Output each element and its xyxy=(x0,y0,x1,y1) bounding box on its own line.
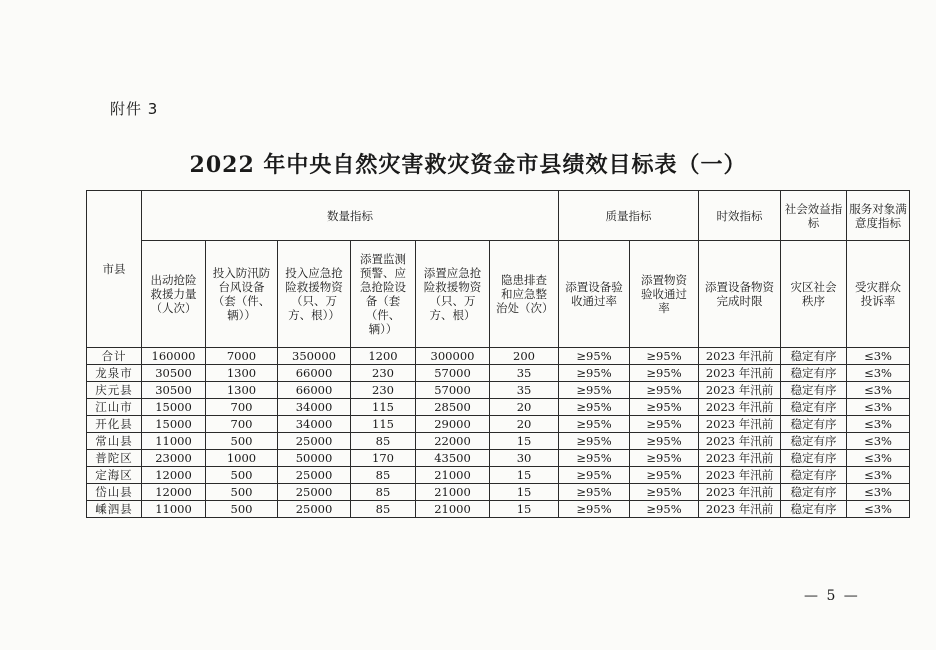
value-cell: 57000 xyxy=(416,382,490,399)
value-cell: 15 xyxy=(490,484,559,501)
value-cell: 稳定有序 xyxy=(781,382,847,399)
value-cell: 500 xyxy=(206,484,278,501)
column-header: 受灾群众投诉率 xyxy=(847,241,910,348)
county-cell: 定海区 xyxy=(87,467,142,484)
value-cell: 1000 xyxy=(206,450,278,467)
value-cell: 7000 xyxy=(206,348,278,365)
table-row xyxy=(87,433,910,450)
county-header: 市县 xyxy=(87,191,142,348)
value-cell: ≥95% xyxy=(630,450,699,467)
table-row xyxy=(87,501,910,518)
value-cell: 85 xyxy=(351,484,416,501)
table-row xyxy=(87,382,910,399)
value-cell: 25000 xyxy=(278,467,351,484)
value-cell: 15000 xyxy=(142,416,206,433)
table-row xyxy=(87,416,910,433)
column-header: 投入防汛防台风设备（套（件、辆）） xyxy=(206,241,278,348)
value-cell: ≥95% xyxy=(559,467,630,484)
value-cell: 34000 xyxy=(278,399,351,416)
value-cell: 500 xyxy=(206,467,278,484)
county-cell: 江山市 xyxy=(87,399,142,416)
value-cell: 1300 xyxy=(206,365,278,382)
value-cell: 21000 xyxy=(416,484,490,501)
value-cell: ≤3% xyxy=(847,433,910,450)
value-cell: ≤3% xyxy=(847,416,910,433)
column-header: 添置物资验收通过率 xyxy=(630,241,699,348)
value-cell: 29000 xyxy=(416,416,490,433)
group-header-quality: 质量指标 xyxy=(559,191,699,241)
column-header: 灾区社会秩序 xyxy=(781,241,847,348)
value-cell: 11000 xyxy=(142,501,206,518)
value-cell: 25000 xyxy=(278,433,351,450)
value-cell: 85 xyxy=(351,501,416,518)
column-header: 隐患排查和应急整治处（次） xyxy=(490,241,559,348)
value-cell: 200 xyxy=(490,348,559,365)
county-cell: 嵊泗县 xyxy=(87,501,142,518)
group-header-timeliness: 时效指标 xyxy=(699,191,781,241)
table-row xyxy=(87,484,910,501)
value-cell: ≤3% xyxy=(847,348,910,365)
value-cell: ≥95% xyxy=(630,433,699,450)
value-cell: 2023 年汛前 xyxy=(699,467,781,484)
value-cell: 稳定有序 xyxy=(781,484,847,501)
value-cell: 稳定有序 xyxy=(781,399,847,416)
column-header: 添置应急抢险救援物资（只、万方、根） xyxy=(416,241,490,348)
value-cell: 43500 xyxy=(416,450,490,467)
county-cell: 常山县 xyxy=(87,433,142,450)
county-cell: 合计 xyxy=(87,348,142,365)
value-cell: ≥95% xyxy=(559,348,630,365)
value-cell: ≤3% xyxy=(847,501,910,518)
value-cell: 115 xyxy=(351,416,416,433)
value-cell: 11000 xyxy=(142,433,206,450)
value-cell: 28500 xyxy=(416,399,490,416)
value-cell: 500 xyxy=(206,501,278,518)
value-cell: 25000 xyxy=(278,484,351,501)
value-cell: 2023 年汛前 xyxy=(699,365,781,382)
table-row xyxy=(87,365,910,382)
group-header-satisfaction: 服务对象满意度指标 xyxy=(847,191,910,241)
column-header: 添置设备验收通过率 xyxy=(559,241,630,348)
value-cell: 23000 xyxy=(142,450,206,467)
value-cell: 2023 年汛前 xyxy=(699,450,781,467)
column-header: 投入应急抢险救援物资（只、万方、根）） xyxy=(278,241,351,348)
value-cell: 30500 xyxy=(142,382,206,399)
value-cell: 22000 xyxy=(416,433,490,450)
value-cell: ≥95% xyxy=(559,382,630,399)
value-cell: ≥95% xyxy=(630,348,699,365)
column-header: 出动抢险救援力量（人次） xyxy=(142,241,206,348)
value-cell: 300000 xyxy=(416,348,490,365)
value-cell: 15 xyxy=(490,467,559,484)
table-row xyxy=(87,467,910,484)
value-cell: 350000 xyxy=(278,348,351,365)
value-cell: 15 xyxy=(490,501,559,518)
value-cell: 2023 年汛前 xyxy=(699,382,781,399)
page-number: — 5 — xyxy=(804,588,860,604)
value-cell: ≥95% xyxy=(559,450,630,467)
value-cell: 230 xyxy=(351,365,416,382)
value-cell: 34000 xyxy=(278,416,351,433)
value-cell: 12000 xyxy=(142,484,206,501)
value-cell: 2023 年汛前 xyxy=(699,399,781,416)
value-cell: ≥95% xyxy=(559,433,630,450)
table-row xyxy=(87,399,910,416)
value-cell: 稳定有序 xyxy=(781,450,847,467)
value-cell: 50000 xyxy=(278,450,351,467)
value-cell: 700 xyxy=(206,399,278,416)
county-cell: 普陀区 xyxy=(87,450,142,467)
value-cell: ≤3% xyxy=(847,467,910,484)
performance-target-table xyxy=(86,190,910,518)
attachment-label: 附件 3 xyxy=(110,100,159,118)
value-cell: 1300 xyxy=(206,382,278,399)
value-cell: ≤3% xyxy=(847,484,910,501)
value-cell: ≥95% xyxy=(630,501,699,518)
value-cell: 12000 xyxy=(142,467,206,484)
value-cell: 稳定有序 xyxy=(781,348,847,365)
value-cell: 30500 xyxy=(142,365,206,382)
value-cell: 700 xyxy=(206,416,278,433)
value-cell: 20 xyxy=(490,416,559,433)
value-cell: 2023 年汛前 xyxy=(699,348,781,365)
value-cell: 20 xyxy=(490,399,559,416)
value-cell: 35 xyxy=(490,365,559,382)
value-cell: ≥95% xyxy=(630,467,699,484)
county-cell: 开化县 xyxy=(87,416,142,433)
value-cell: 25000 xyxy=(278,501,351,518)
value-cell: 115 xyxy=(351,399,416,416)
value-cell: ≥95% xyxy=(630,484,699,501)
value-cell: ≤3% xyxy=(847,382,910,399)
value-cell: 稳定有序 xyxy=(781,365,847,382)
value-cell: 稳定有序 xyxy=(781,416,847,433)
value-cell: 85 xyxy=(351,467,416,484)
value-cell: 15 xyxy=(490,433,559,450)
column-header: 添置监测预警、应急抢险设备（套（件、辆）） xyxy=(351,241,416,348)
value-cell: ≥95% xyxy=(559,501,630,518)
column-header: 添置设备物资完成时限 xyxy=(699,241,781,348)
value-cell: 15000 xyxy=(142,399,206,416)
value-cell: ≥95% xyxy=(559,484,630,501)
value-cell: ≥95% xyxy=(630,399,699,416)
value-cell: 57000 xyxy=(416,365,490,382)
value-cell: ≤3% xyxy=(847,450,910,467)
value-cell: 170 xyxy=(351,450,416,467)
value-cell: 66000 xyxy=(278,382,351,399)
value-cell: ≥95% xyxy=(630,416,699,433)
county-cell: 岱山县 xyxy=(87,484,142,501)
value-cell: 230 xyxy=(351,382,416,399)
value-cell: 66000 xyxy=(278,365,351,382)
value-cell: 2023 年汛前 xyxy=(699,433,781,450)
table-row xyxy=(87,450,910,467)
value-cell: 稳定有序 xyxy=(781,433,847,450)
value-cell: 30 xyxy=(490,450,559,467)
value-cell: ≥95% xyxy=(630,382,699,399)
document-title: 2022 年中央自然灾害救灾资金市县绩效目标表（一） xyxy=(189,152,747,178)
value-cell: 500 xyxy=(206,433,278,450)
value-cell: ≤3% xyxy=(847,365,910,382)
group-header-quantity: 数量指标 xyxy=(142,191,559,241)
value-cell: ≥95% xyxy=(559,399,630,416)
group-header-social: 社会效益指标 xyxy=(781,191,847,241)
table-row xyxy=(87,348,910,365)
value-cell: 85 xyxy=(351,433,416,450)
value-cell: 21000 xyxy=(416,501,490,518)
county-cell: 龙泉市 xyxy=(87,365,142,382)
county-cell: 庆元县 xyxy=(87,382,142,399)
value-cell: ≤3% xyxy=(847,399,910,416)
value-cell: 稳定有序 xyxy=(781,501,847,518)
value-cell: 2023 年汛前 xyxy=(699,416,781,433)
value-cell: ≥95% xyxy=(559,416,630,433)
value-cell: ≥95% xyxy=(630,365,699,382)
value-cell: 1200 xyxy=(351,348,416,365)
value-cell: 35 xyxy=(490,382,559,399)
value-cell: 2023 年汛前 xyxy=(699,484,781,501)
value-cell: 2023 年汛前 xyxy=(699,501,781,518)
value-cell: 160000 xyxy=(142,348,206,365)
value-cell: 稳定有序 xyxy=(781,467,847,484)
value-cell: 21000 xyxy=(416,467,490,484)
value-cell: ≥95% xyxy=(559,365,630,382)
